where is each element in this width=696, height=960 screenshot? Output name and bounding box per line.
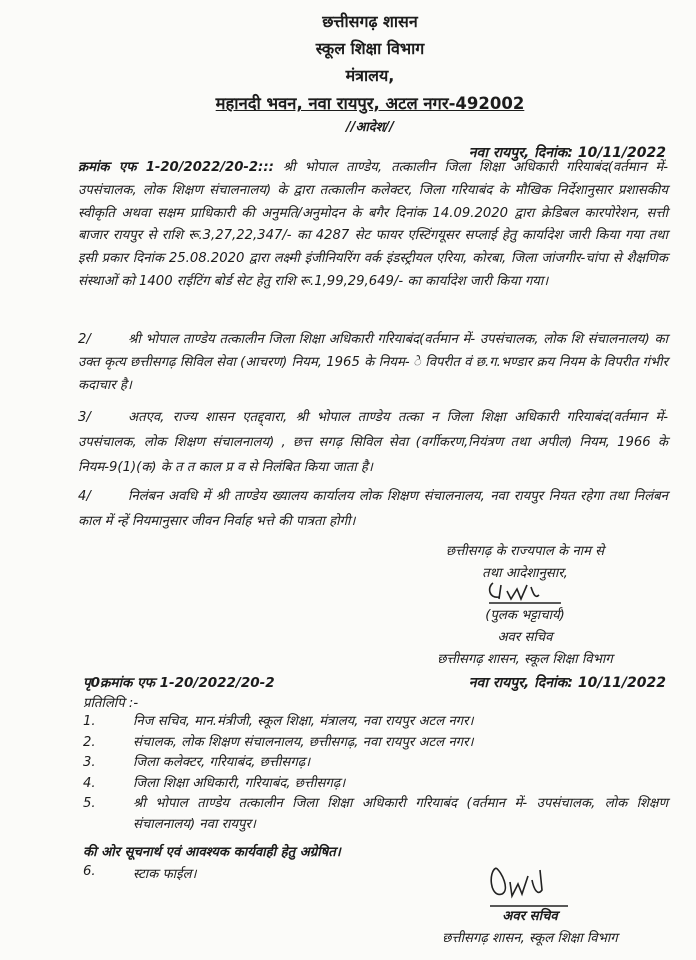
- signatory-department: छत्तीसगढ़ शासन, स्कूल शिक्षा विभाग: [437, 652, 613, 667]
- order-date: नवा रायपुर, दिनांक: 10/11/2022: [468, 145, 666, 161]
- paragraph-text: निलंबन अवधि में श्री ताण्डेय ख्यालय कार्यालय लोक शिक्षण संचालनालय, नवा रायपुर नियत रहेगा तथा निलंबन काल में न्हें नियमानुसार जीवन निर्वाह भत्ते की पात्रता होगी।: [78, 489, 668, 529]
- signatory-designation: अवर सचिव: [497, 630, 553, 645]
- copy-label: प्रतिलिपि :-: [83, 696, 139, 711]
- paragraph-2: [78, 329, 668, 397]
- list-item: 3. जिला कलेक्टर, गरियाबंद, छत्तीसगढ़।: [83, 755, 311, 770]
- paragraph-number: 4/: [78, 489, 91, 504]
- header-government: छत्तीसगढ़ शासन: [322, 12, 418, 31]
- signature-scribble: [480, 862, 570, 908]
- forward-note: की ओर सूचनार्थ एवं आवश्यक कार्यवाही हेतु अग्रेषित।: [83, 845, 341, 860]
- copy-list: [83, 712, 668, 835]
- signature-line-1: छत्तीसगढ़ के राज्यपाल के नाम से: [445, 544, 605, 559]
- header-department: स्कूल शिक्षा विभाग: [315, 39, 425, 58]
- endorsement-reference: पृ0क्रमांक एफ 1-20/2022/20-2: [83, 675, 275, 691]
- list-item: 1. निज सचिव, मान.मंत्रीजी, स्कूल शिक्षा, मंत्रालय, नवा रायपुर अटल नगर।: [83, 714, 474, 729]
- list-item: 4. जिला शिक्षा अधिकारी, गरियाबंद, छत्तीसगढ़।: [83, 775, 346, 791]
- paragraph-text: श्री भोपाल ताण्डेय, तत्कालीन जिला शिक्षा अधिकारी गरियाबंद(वर्तमान में- उपसंचालक, लोक शिक्षण संचालनालय) के द्वारा तत्कालीन कलेक्टर, जिला गरियाबंद के मौखिक निर्देशानुसार प्रशासकीय स्वीकृति अथवा सक्षम प्राधिकारी की अनुमति/अनुमोदन के बगैर दिनांक 14.09.2020 द्वारा क्रेडिबल कारपोरेशन, सत्ती बाजार रायपुर से राशि रू.3,27,22,347/- का 4287 सेट फायर एस्टिंगयूसर सप्लाई हेतु कार्यादेश जारी किया गया तथा इसी प्रकार दिनांक 25.08.2020 द्वारा लक्ष्मी इंजीनियरिंग वर्क इंडस्ट्रीयल एरिया, कोरबा, जिला जांजगीर-चांपा से शैक्षणिक संस्थाओं को 1400 राईटिंग बोर्ड सेट हेतु राशि रू.1,99,29,649/- का कार्यादेश जारी किया गया।: [78, 160, 668, 289]
- list-item: 6. स्टाक फाईल।: [83, 864, 197, 882]
- endorsement-date: नवा रायपुर, दिनांक: 10/11/2022: [468, 675, 666, 691]
- paragraph-4: [78, 484, 668, 534]
- paragraph-number: 2/: [78, 332, 91, 347]
- order-reference: क्रमांक एफ 1-20/2022/20-2:::: [78, 160, 274, 175]
- signature-line-2: तथा आदेशानुसार,: [482, 566, 568, 581]
- signatory-name: (पुलक भट्टाचार्य): [485, 608, 565, 623]
- signatory-designation-2: अवर सचिव: [502, 909, 558, 924]
- paragraph-text: श्री भोपाल ताण्डेय तत्कालीन जिला शिक्षा अधिकारी गरियाबंद(वर्तमान में- उपसंचालक, लोक शि संचालनालय) का उक्त कृत्य छत्तीसगढ़ सिविल सेवा (आचरण) नियम, 1965 के नियम- े विपरीत वं छ.ग.भण्डार क्रय नियम के विपरीत गंभीर कदाचार है।: [78, 332, 668, 393]
- header-address: महानदी भवन, नवा रायपुर, अटल नगर-492002: [215, 94, 525, 113]
- paragraph-3: [78, 405, 668, 480]
- signatory-department-2: छत्तीसगढ़ शासन, स्कूल शिक्षा विभाग: [442, 931, 618, 946]
- order-label: //आदेश//: [345, 120, 395, 135]
- signature-block-1: [400, 541, 650, 671]
- paragraph-text: अतएव, राज्य शासन एतद्द्वारा, श्री भोपाल ताण्डेय तत्का न जिला शिक्षा अधिकारी गरियाबंद(वर्तमान में- उपसंचालक, लोक शिक्षण संचालनालय) , छत्त सगढ़ सिविल सेवा (वर्गीकरण,नियंत्रण तथा अपील) नियम, 1966 के नियम-9(1)(क) के त त काल प्र व से निलंबित किया जाता है।: [78, 410, 668, 475]
- list-item: 5. श्री भोपाल ताण्डेय तत्कालीन जिला शिक्षा अधिकारी गरियाबंद (वर्तमान में- उपसंचालक, लोक शिक्षण संचालनालय) नवा रायपुर।: [83, 796, 668, 832]
- list-item: 2. संचालक, लोक शिक्षण संचालनालय, छत्तीसगढ़, नवा रायपुर अटल नगर।: [83, 734, 474, 750]
- paragraph-1: [78, 157, 668, 294]
- header-ministry: मंत्रालय,: [345, 66, 395, 85]
- paragraph-number: 3/: [78, 410, 91, 425]
